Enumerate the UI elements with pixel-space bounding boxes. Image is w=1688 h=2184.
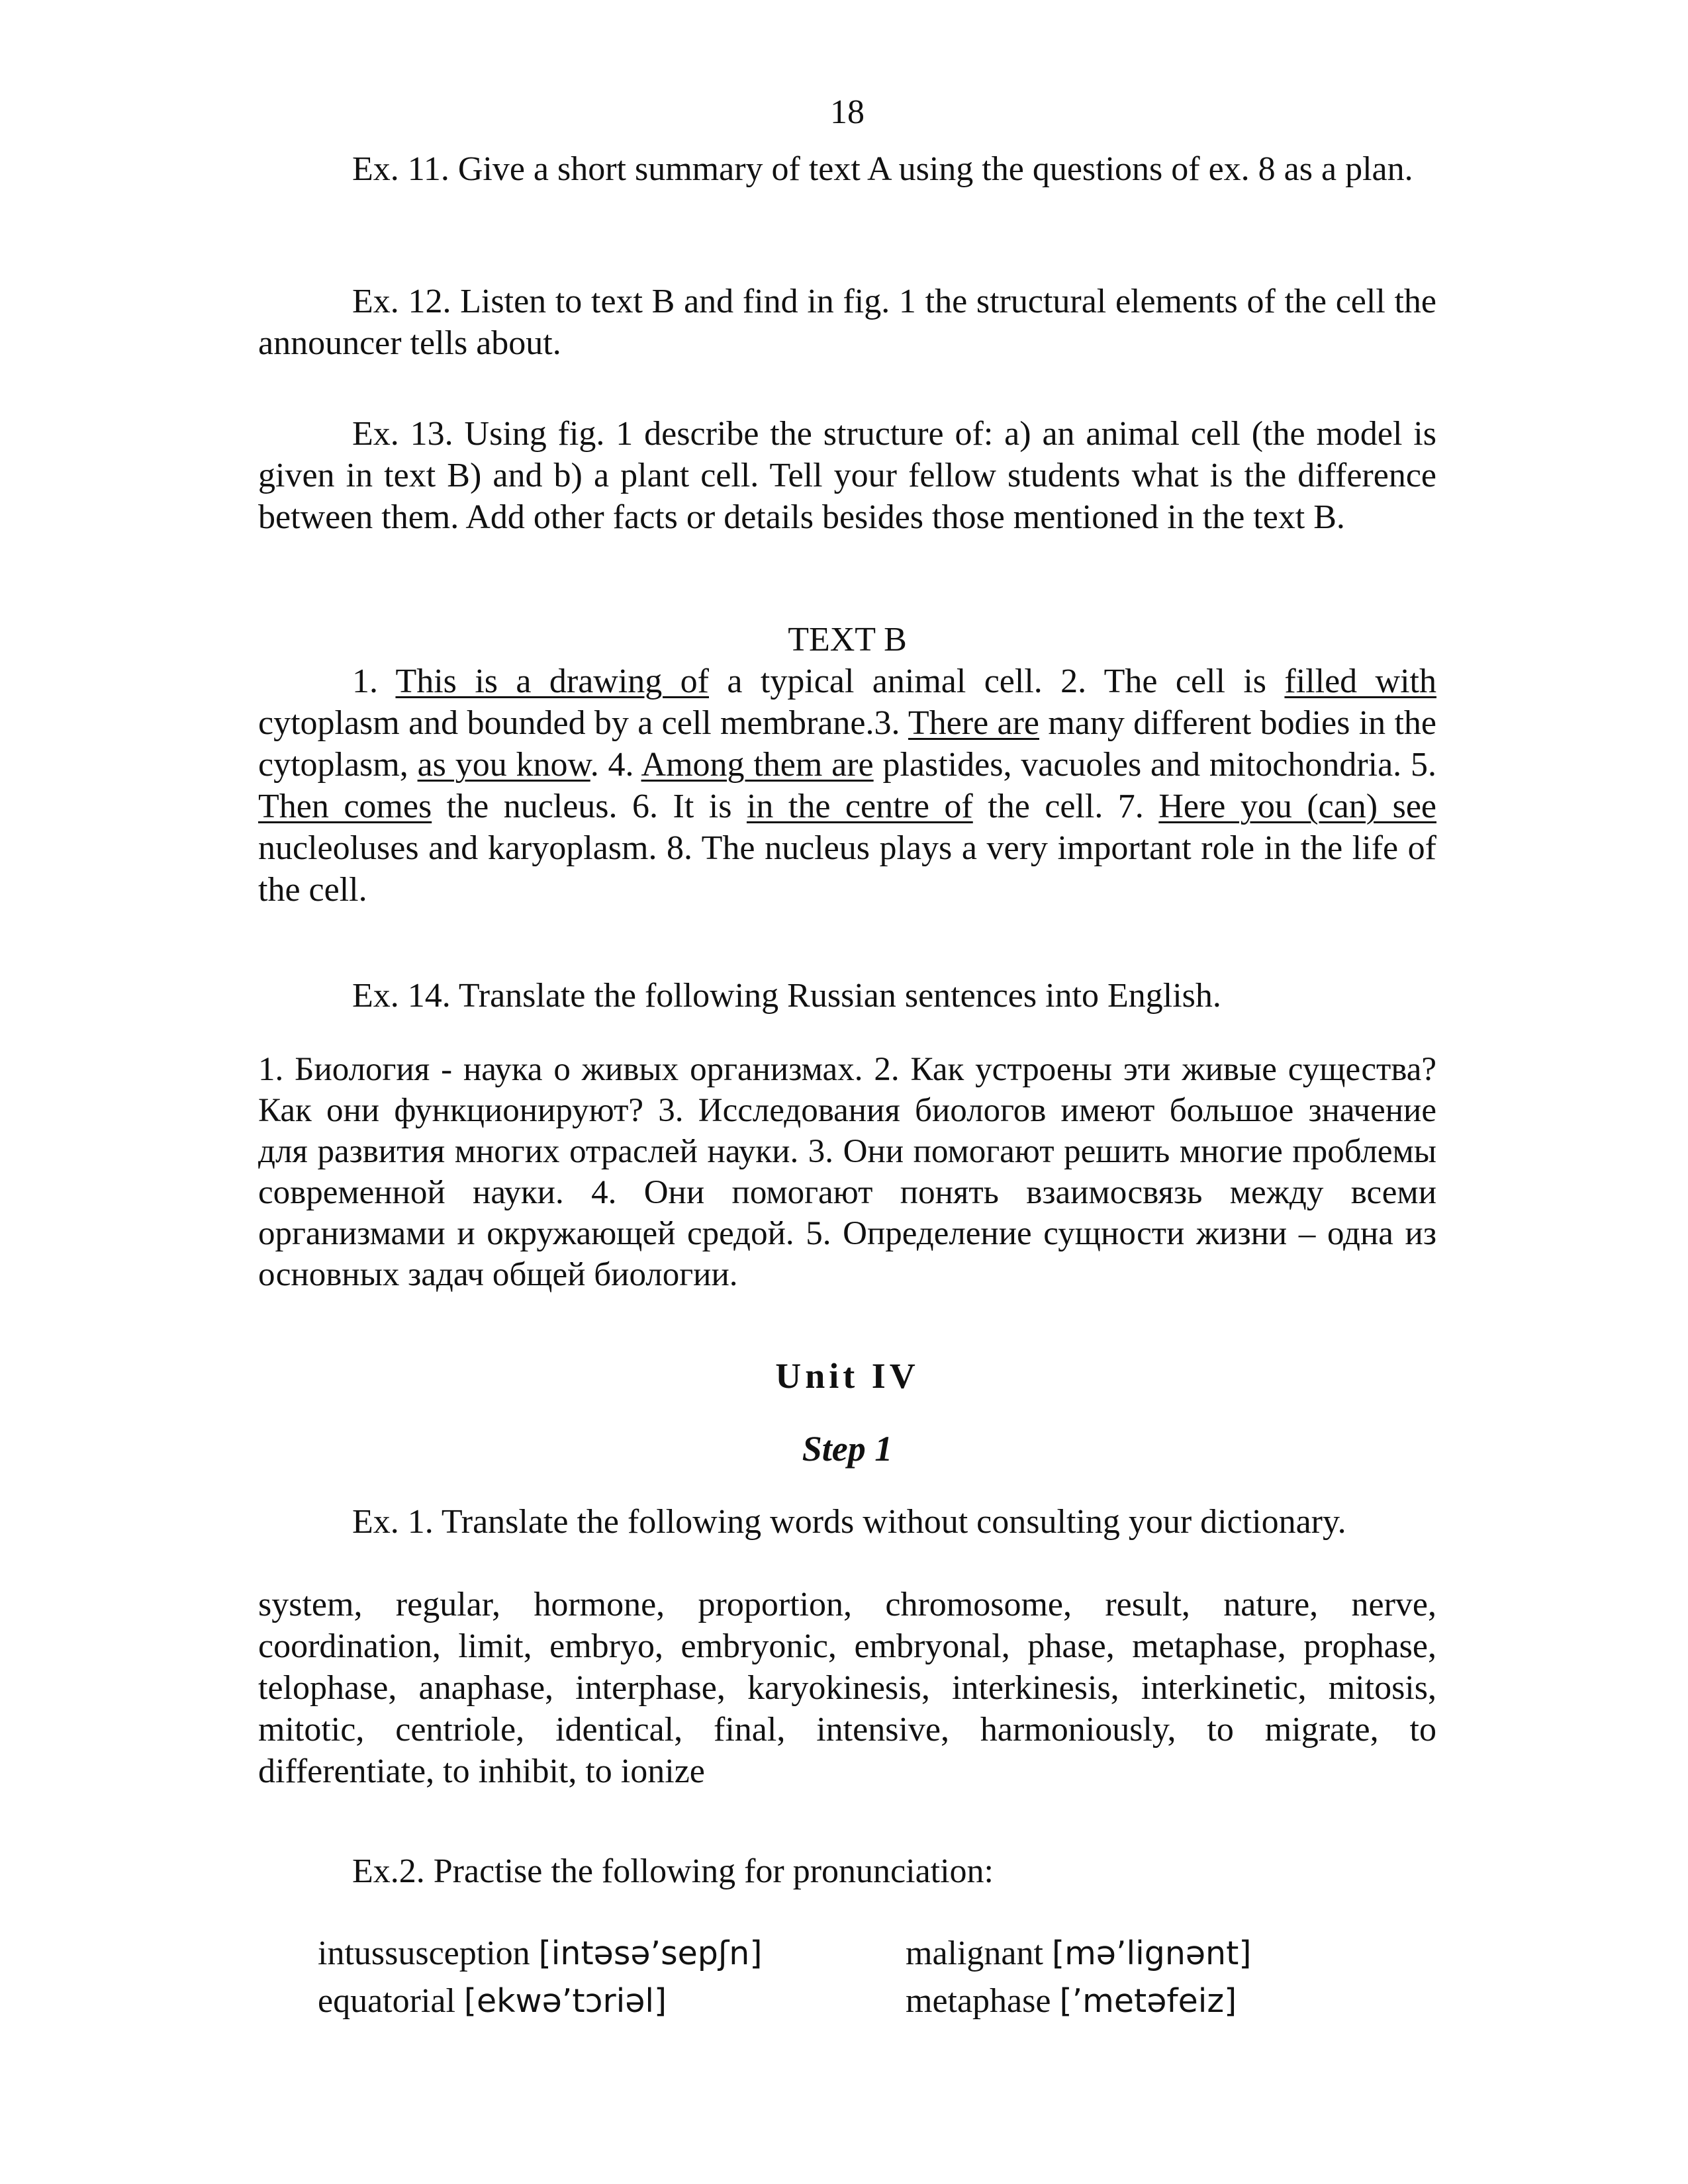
page-number: 18 — [830, 93, 865, 131]
text-b-segment: many different bodies in the cytoplasm, — [258, 704, 1437, 784]
text-b-segment: a typical animal cell. 2. The cell is — [709, 662, 1285, 700]
text-b-phrase-underlined: filled with — [1284, 662, 1437, 700]
text-b-title: TEXT B — [788, 621, 907, 659]
exercise-1-instruction: Ex. 1. Translate the following words without consulting your dictionary. — [352, 1503, 1346, 1541]
exercise-1-word-list: system, regular, hormone, proportion, chromosome, result, nature, nerve, coordination, limit, embryo, embryonic, embryonal, phase, metaphase, prophase, telophase, anaphase, interphase, karyokinesis, interkinesis, interkinetic, mitosis, mitotic, centriole, identical, final, intensive, harmoniously, to migrate, to differentiate, to inhibit, to ionize — [258, 1586, 1436, 1790]
pronunciation-transcription: [intəsə’sepʃn] — [538, 1934, 763, 1972]
pronunciation-transcription: [’metəfeiz] — [1059, 1982, 1237, 2020]
pronunciation-transcription: [ekwə’tɔriəl] — [463, 1982, 667, 2020]
pronunciation-item — [318, 1978, 667, 2025]
text-b-phrase-underlined: Here you (can) see — [1158, 788, 1437, 825]
pronunciation-word: intussusception — [318, 1934, 530, 1972]
text-b-phrase-underlined: There are — [908, 704, 1039, 742]
unit-heading: Unit IV — [775, 1356, 919, 1396]
text-b-segment: 1. — [352, 662, 396, 700]
text-b-phrase-underlined: Then comes — [258, 788, 432, 825]
exercise-14-russian-sentences: 1. Биология - наука о живых организмах. 2. Как устроены эти живые существа? Как они функционируют? 3. Исследования биологов имеют большое значение для развития многих отраслей науки. 3. Они помогают решить многие проблемы современной науки. 4. Они помогают понять взаимосвязь между всеми организмами и окружающей средой. 5. Определение сущности жизни – одна из основных задач общей биологии. — [258, 1051, 1436, 1293]
text-b-segment: nucleoluses and karyoplasm. 8. The nucleus plays a very important role in the life of the cell. — [258, 829, 1436, 909]
text-b-phrase-underlined: This is a drawing of — [395, 662, 710, 700]
exercise-12: Ex. 12. Listen to text B and find in fig. 1 the structural elements of the cell the announcer tells about. — [258, 283, 1436, 362]
pronunciation-item — [906, 1978, 1237, 2025]
exercise-13: Ex. 13. Using fig. 1 describe the structure of: a) an animal cell (the model is given in text B) and b) a plant cell. Tell your fellow students what is the difference between them. Add other facts or details besides those mentioned in the text B. — [258, 415, 1436, 536]
step-heading: Step 1 — [802, 1429, 893, 1469]
pronunciation-word: equatorial — [318, 1982, 455, 2020]
text-b-phrase-underlined: Among them are — [641, 746, 874, 784]
pronunciation-word: malignant — [906, 1934, 1043, 1972]
text-b-segment: the cell. 7. — [972, 788, 1159, 825]
exercise-14-instruction: Ex. 14. Translate the following Russian sentences into English. — [352, 977, 1221, 1015]
pronunciation-transcription: [mə’lignənt] — [1051, 1934, 1252, 1972]
pronunciation-word: metaphase — [906, 1982, 1051, 2020]
exercise-11: Ex. 11. Give a short summary of text A using the questions of ex. 8 as a plan. — [352, 150, 1413, 188]
exercise-2-instruction: Ex.2. Practise the following for pronunciation: — [352, 1852, 994, 1890]
text-b-segment: the nucleus. 6. It is — [432, 788, 747, 825]
text-b-segment: . 4. — [590, 746, 641, 784]
text-b-segment: cytoplasm and bounded by a cell membrane.3. — [258, 704, 908, 742]
text-b-phrase-underlined: in the centre of — [746, 788, 973, 825]
text-b-body — [258, 660, 1436, 911]
text-b-segment: plastides, vacuoles and mitochondria. 5. — [873, 746, 1437, 784]
text-b-phrase-underlined: as you know — [417, 746, 590, 784]
pronunciation-item — [318, 1930, 762, 1978]
pronunciation-item — [906, 1930, 1251, 1978]
